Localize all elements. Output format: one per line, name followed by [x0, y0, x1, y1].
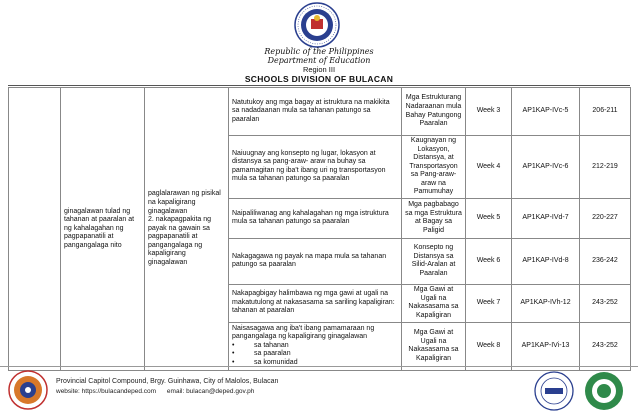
topic-cell: Kaugnayan ng Lokasyon, Distansya, at Transportasyon sa Pang-araw-araw na Pamumuhay: [402, 136, 466, 199]
curriculum-table: [8, 87, 631, 371]
week-cell: Week 4: [466, 136, 512, 199]
week-cell: Week 8: [466, 322, 512, 370]
iqnet-certification-icon: [532, 370, 576, 412]
competency-text: Naisasagawa ang iba't ibang pamamaraan ng pangangalaga ng kapaligirang ginagalawan: [232, 324, 375, 341]
bullet-text: sa komunidad: [254, 359, 298, 367]
table-row: [9, 88, 631, 136]
topic-cell: Mga Gawi at Ugali na Nakasasama sa Kapaligiran: [402, 322, 466, 370]
competency-cell: Naipaliliwanag ang kahalagahan ng mga istruktura mula sa tahanan patungo sa paaralan: [229, 198, 402, 238]
footer-divider: [0, 366, 638, 367]
competency-cell: [229, 322, 402, 370]
pages-cell: 212-219: [580, 136, 631, 199]
code-cell: AP1KAP-IVh-12: [512, 284, 580, 322]
republic-title: Republic of the Philippines: [264, 47, 374, 56]
code-cell: AP1KAP-IVc-6: [512, 136, 580, 199]
competency-cell: Nakapagbigay halimbawa ng mga gawi at ugali na makatutulong at nakasasama sa sariling kapaligiran: tahanan at paaralan: [229, 284, 402, 322]
pages-cell: 206-211: [580, 88, 631, 136]
header-divider: [8, 85, 630, 86]
bulacan-division-logo-icon: [8, 370, 48, 410]
topic-cell: Konsepto ng Distansya sa Silid-Aralan at Paaralan: [402, 238, 466, 284]
deped-seal-icon: [294, 2, 340, 48]
pages-cell: 243-252: [580, 322, 631, 370]
pages-cell: 236-242: [580, 238, 631, 284]
region-label: Region III: [302, 65, 336, 74]
week-cell: Week 6: [466, 238, 512, 284]
bullet-icon: •: [232, 350, 235, 358]
code-cell: AP1KAP-IVd-8: [512, 238, 580, 284]
empty-cell: [9, 88, 61, 371]
bullet-text: sa tahanan: [254, 341, 289, 349]
bullet-list: [232, 342, 398, 368]
topic-cell: Mga Gawi at Ugali na Nakasasama sa Kapaligiran: [402, 284, 466, 322]
competency-cell: Naiuugnay ang konsepto ng lugar, lokasyon at distansya sa pang-araw- araw na buhay sa pamamagitan ng iba't ibang uri ng transportasyon mula sa tahanan patungo sa paaralan: [229, 136, 402, 199]
footer-address: Provincial Capitol Compound, Brgy. Guinhawa, City of Malolos, Bulacan: [56, 378, 279, 385]
department-title: Department of Education: [267, 56, 371, 65]
code-cell: AP1KAP-IVi-13: [512, 322, 580, 370]
performance-standard-text: paglalarawan ng pisikal na kapaligirang ginagalawan 2. nakapagpakita ng payak na gawain sa pagpapanatili at pangangalaga ng kapaligirang ginagalawan: [148, 190, 221, 266]
list-item: [232, 342, 398, 351]
week-cell: Week 7: [466, 284, 512, 322]
pages-cell: 220-227: [580, 198, 631, 238]
pages-cell: 243-252: [580, 284, 631, 322]
footer-contact: website: https://bulacandeped.com email: bulacan@deped.gov.ph: [56, 388, 255, 395]
letterhead: [0, 0, 638, 92]
competency-cell: Nakagagawa ng payak na mapa mula sa tahanan patungo sa paaralan: [229, 238, 402, 284]
topic-cell: Mga pagbabago sa mga Estruktura at Bagay sa Paligid: [402, 198, 466, 238]
division-title: SCHOOLS DIVISION OF BULACAN: [244, 74, 394, 84]
bullet-text: sa paaralan: [254, 350, 291, 358]
topic-cell: Mga Estrukturang Nadaraanan mula Bahay Patungong Paaralan: [402, 88, 466, 136]
content-standard-cell: [61, 88, 145, 371]
quality-certification-icon: [582, 370, 626, 412]
performance-standard-cell: [145, 88, 229, 371]
competency-cell: Natutukoy ang mga bagay at istruktura na makikita sa nadadaanan mula sa tahanan patungo sa paaralan: [229, 88, 402, 136]
code-cell: AP1KAP-IVc-5: [512, 88, 580, 136]
bullet-icon: •: [232, 359, 235, 367]
code-cell: AP1KAP-IVd-7: [512, 198, 580, 238]
bullet-icon: •: [232, 341, 235, 349]
week-cell: Week 5: [466, 198, 512, 238]
content-standard-text: ginagalawan tulad ng tahanan at paaralan at ng kahalagahan ng pagpapanatili at pangangalaga nito: [64, 207, 135, 249]
week-cell: Week 3: [466, 88, 512, 136]
list-item: [232, 350, 398, 359]
